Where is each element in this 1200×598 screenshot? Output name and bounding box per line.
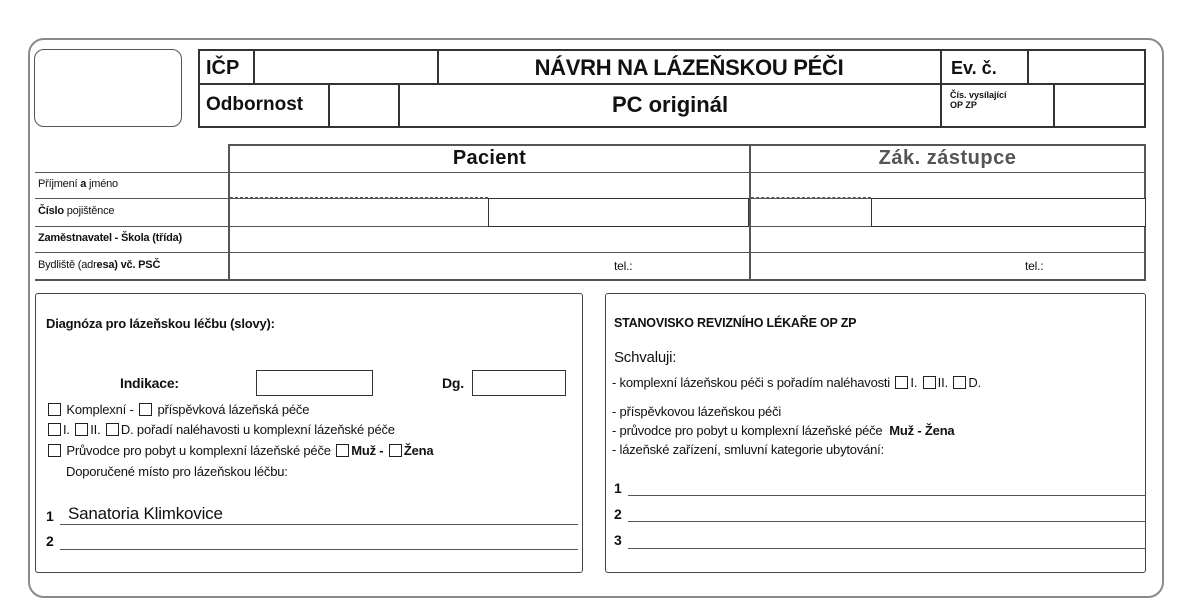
review-2-number: 2 [614,506,622,522]
prispevkova-checkbox[interactable] [139,403,152,416]
review-line-zarizeni: - lázeňské zařízení, smluvní kategorie ubytování: [612,442,885,457]
patient-name-dashed-line [230,197,488,198]
companion-line: Průvodce pro pobyt u komplexní lázeňské péče Muž - Žena [46,443,433,458]
form-title: NÁVRH NA LÁZEŇSKOU PÉČI [534,55,844,80]
dg-field[interactable] [472,370,566,396]
urgency-ii-checkbox[interactable] [75,423,88,436]
dg-label: Dg. [442,375,464,391]
row-label-name: Příjmení a jméno [38,178,118,190]
patient-insurance-number-field[interactable] [488,198,749,227]
urgency-d-checkbox[interactable] [106,423,119,436]
place-2-number: 2 [46,533,54,549]
review-2-line[interactable] [628,521,1146,522]
odbornost-label: Odbornost [206,94,304,115]
icp-label: IČP [206,57,240,79]
form-subtitle: PC originál [611,92,729,117]
indikace-field[interactable] [256,370,373,396]
place-1-value[interactable]: Sanatoria Klimkovice [68,504,223,523]
urgency-line: I. II. D. pořadí naléhavosti u komplexní lázeňské péče [46,422,395,437]
patient-tel-label: tel.: [614,259,633,273]
place-1-number: 1 [46,508,54,524]
zastupce-name-dashed-line [751,197,871,198]
review-heading: STANOVISKO REVIZNÍHO LÉKAŘE OP ZP [614,316,857,330]
recommended-place-label: Doporučené místo pro lázeňskou léčbu: [66,464,288,479]
care-type-line: Komplexní - příspěvková lázeňská péče [46,402,309,417]
companion-checkbox[interactable] [48,444,61,457]
review-line-prispevkova: - příspěvkovou lázeňskou péči [612,404,782,419]
review-3-number: 3 [614,532,622,548]
review-1-number: 1 [614,480,622,496]
review-i-checkbox[interactable] [895,376,908,389]
review-line-pruvodce: - průvodce pro pobyt u komplexní lázeňské péče Muž - Žena [612,423,955,438]
row-label-insurance: Číslo pojištěnce [38,205,115,217]
stamp-box [34,49,182,127]
zastupce-insurance-number-field[interactable] [871,198,1146,227]
place-1-line [60,524,578,525]
row-label-address: Bydliště (adresa) vč. PSČ [38,259,161,271]
female-checkbox[interactable] [389,444,402,457]
review-line-komplexni: - komplexní lázeňskou péči s pořadím naléhavosti I. II. D. [612,375,981,390]
review-d-checkbox[interactable] [953,376,966,389]
cis-label: Čís. vysílající OP ZP [950,90,1007,110]
review-1-line[interactable] [628,495,1146,496]
urgency-i-checkbox[interactable] [48,423,61,436]
schvaluji-label: Schvaluji: [614,349,677,366]
zastupce-column-header: Zák. zástupce [878,147,1017,169]
komplexni-checkbox[interactable] [48,403,61,416]
indikace-label: Indikace: [120,375,179,391]
place-2-line[interactable] [60,549,578,550]
patient-column-header: Pacient [452,147,527,169]
row-label-employer: Zaměstnavatel - Škola (třída) [38,232,182,244]
diagnosis-heading: Diagnóza pro lázeňskou léčbu (slovy): [46,316,275,331]
male-checkbox[interactable] [336,444,349,457]
review-ii-checkbox[interactable] [923,376,936,389]
ev-label: Ev. č. [951,58,997,78]
review-3-line[interactable] [628,548,1146,549]
zastupce-tel-label: tel.: [1025,259,1044,273]
